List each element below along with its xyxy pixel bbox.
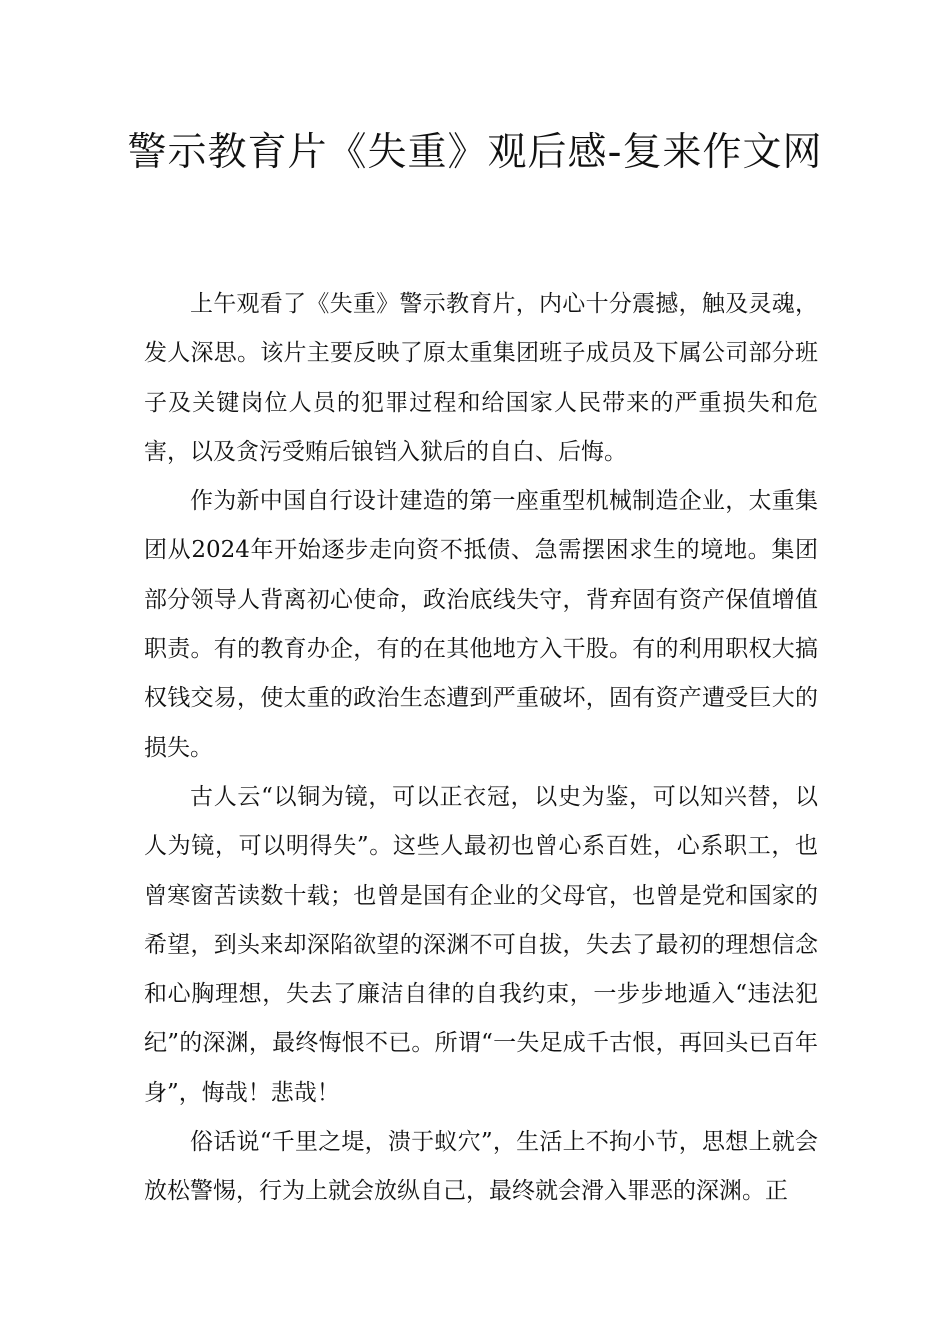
document-title: 警示教育片《失重》观后感-复来作文网	[127, 130, 823, 175]
paragraph-1: 上午观看了《失重》警示教育片，内心十分震撼，触及灵魂，发人深思。该片主要反映了原太重集团班子成员及下属公司部分班子及关键岗位人员的犯罪过程和给国家人民带来的严重损失和危害，以及贪污受贿后锒铛入狱后的自白、后悔。	[144, 291, 818, 465]
paragraph-4: 俗话说“千里之堤，溃于蚁穴”，生活上不拘小节，思想上就会放松警惕，行为上就会放纵自己，最终就会滑入罪恶的深渊。正	[144, 1129, 818, 1205]
paragraph-3: 古人云“以铜为镜，可以正衣冠，以史为鉴，可以知兴替，以人为镜，可以明得失”。这些人最初也曾心系百姓，心系职工，也曾寒窗苦读数十载；也曾是国有企业的父母官，也曾是党和国家的希望，到头来却深陷欲望的深渊不可自拔，失去了最初的理想信念和心胸理想，失去了廉洁自律的自我约束，一步步地遁入“违法犯纪”的深渊，最终悔恨不已。所谓“一失足成千古恨，再回头已百年身”，悔哉！悲哉！	[144, 783, 818, 1106]
paragraph-2: 作为新中国自行设计建造的第一座重型机械制造企业，太重集团从2024年开始逐步走向资不抵债、急需摆困求生的境地。集团部分领导人背离初心使命，政治底线失守，背弃固有资产保值增值职责。有的教育办企，有的在其他地方入干股。有的利用职权大搞权钱交易，使太重的政治生态遭到严重破坏，固有资产遭受巨大的损失。	[144, 488, 818, 761]
document-body	[144, 280, 818, 1217]
